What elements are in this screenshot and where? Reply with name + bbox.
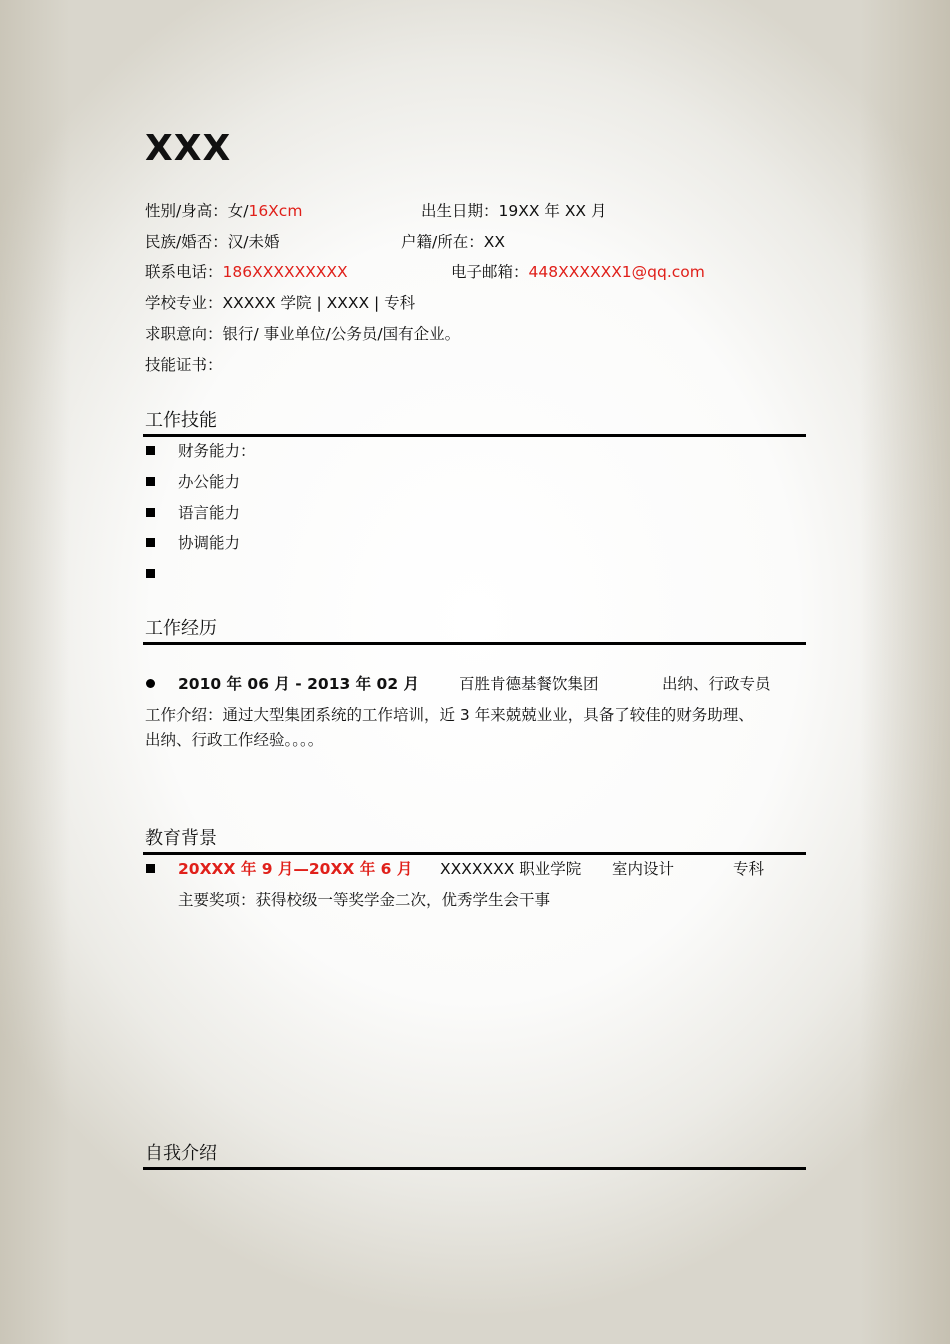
gender-height: [145, 201, 302, 221]
section-title-education: 教育背景: [145, 828, 217, 849]
bullet-icon: [146, 538, 155, 547]
email: [451, 262, 705, 282]
experience-description-line: 出纳、行政工作经验。。。。: [145, 731, 324, 749]
bullet-icon: [146, 569, 155, 578]
education-school: XXXXXXX 职业学院: [440, 860, 582, 878]
section-divider-experience: [143, 642, 806, 645]
certificates: 技能证书：: [145, 356, 223, 374]
education-degree: 专科: [733, 860, 765, 878]
experience-description-line: 工作介绍：通过大型集团系统的工作培训，近 3 年来兢兢业业，具备了较佳的财务助理、: [145, 706, 754, 724]
education-major: 室内设计: [612, 860, 675, 878]
experience-position: 出纳、行政专员: [662, 675, 771, 693]
bullet-icon: [146, 864, 155, 873]
bullet-icon: [146, 508, 155, 517]
education-period: 20XXX 年 9 月—20XX 年 6 月: [178, 860, 413, 878]
skill-item: 办公能力: [178, 473, 241, 491]
email-label: 电子邮箱：: [451, 263, 529, 281]
height-value: 16Xcm: [248, 202, 303, 220]
bullet-icon: [146, 679, 155, 688]
phone-value: 186XXXXXXXXX: [222, 263, 348, 281]
phone: [145, 262, 348, 282]
section-divider-self-intro: [143, 1167, 806, 1170]
job-intent: 求职意向：银行/ 事业单位/公务员/国有企业。: [145, 325, 461, 343]
bullet-icon: [146, 446, 155, 455]
section-divider-education: [143, 852, 806, 855]
skill-item: 财务能力：: [178, 442, 256, 460]
page-edge-shadow-right: [860, 0, 950, 1344]
resume-name: XXX: [145, 128, 232, 169]
section-title-self-intro: 自我介绍: [145, 1143, 217, 1164]
skill-item: 语言能力: [178, 504, 241, 522]
section-divider-skills: [143, 434, 806, 437]
hukou-location: 户籍/所在：XX: [401, 233, 505, 251]
birth-date: 出生日期：19XX 年 XX 月: [421, 202, 607, 220]
experience-period: 2010 年 06 月 - 2013 年 02 月: [178, 675, 420, 693]
section-title-skills: 工作技能: [145, 410, 217, 431]
email-value: 448XXXXXX1@qq.com: [528, 263, 705, 281]
section-title-experience: 工作经历: [145, 618, 217, 639]
experience-company: 百胜肯德基餐饮集团: [459, 675, 599, 693]
skill-item: 协调能力: [178, 534, 241, 552]
bullet-icon: [146, 477, 155, 486]
ethnic-marital: 民族/婚否：汉/未婚: [145, 233, 280, 251]
school-major: 学校专业：XXXXX 学院 | XXXX | 专科: [145, 294, 416, 312]
gender-height-label: 性别/身高：女/: [145, 202, 249, 220]
page-edge-shadow-left: [0, 0, 70, 1344]
phone-label: 联系电话：: [145, 263, 223, 281]
education-awards: 主要奖项：获得校级一等奖学金二次，优秀学生会干事: [178, 891, 551, 909]
